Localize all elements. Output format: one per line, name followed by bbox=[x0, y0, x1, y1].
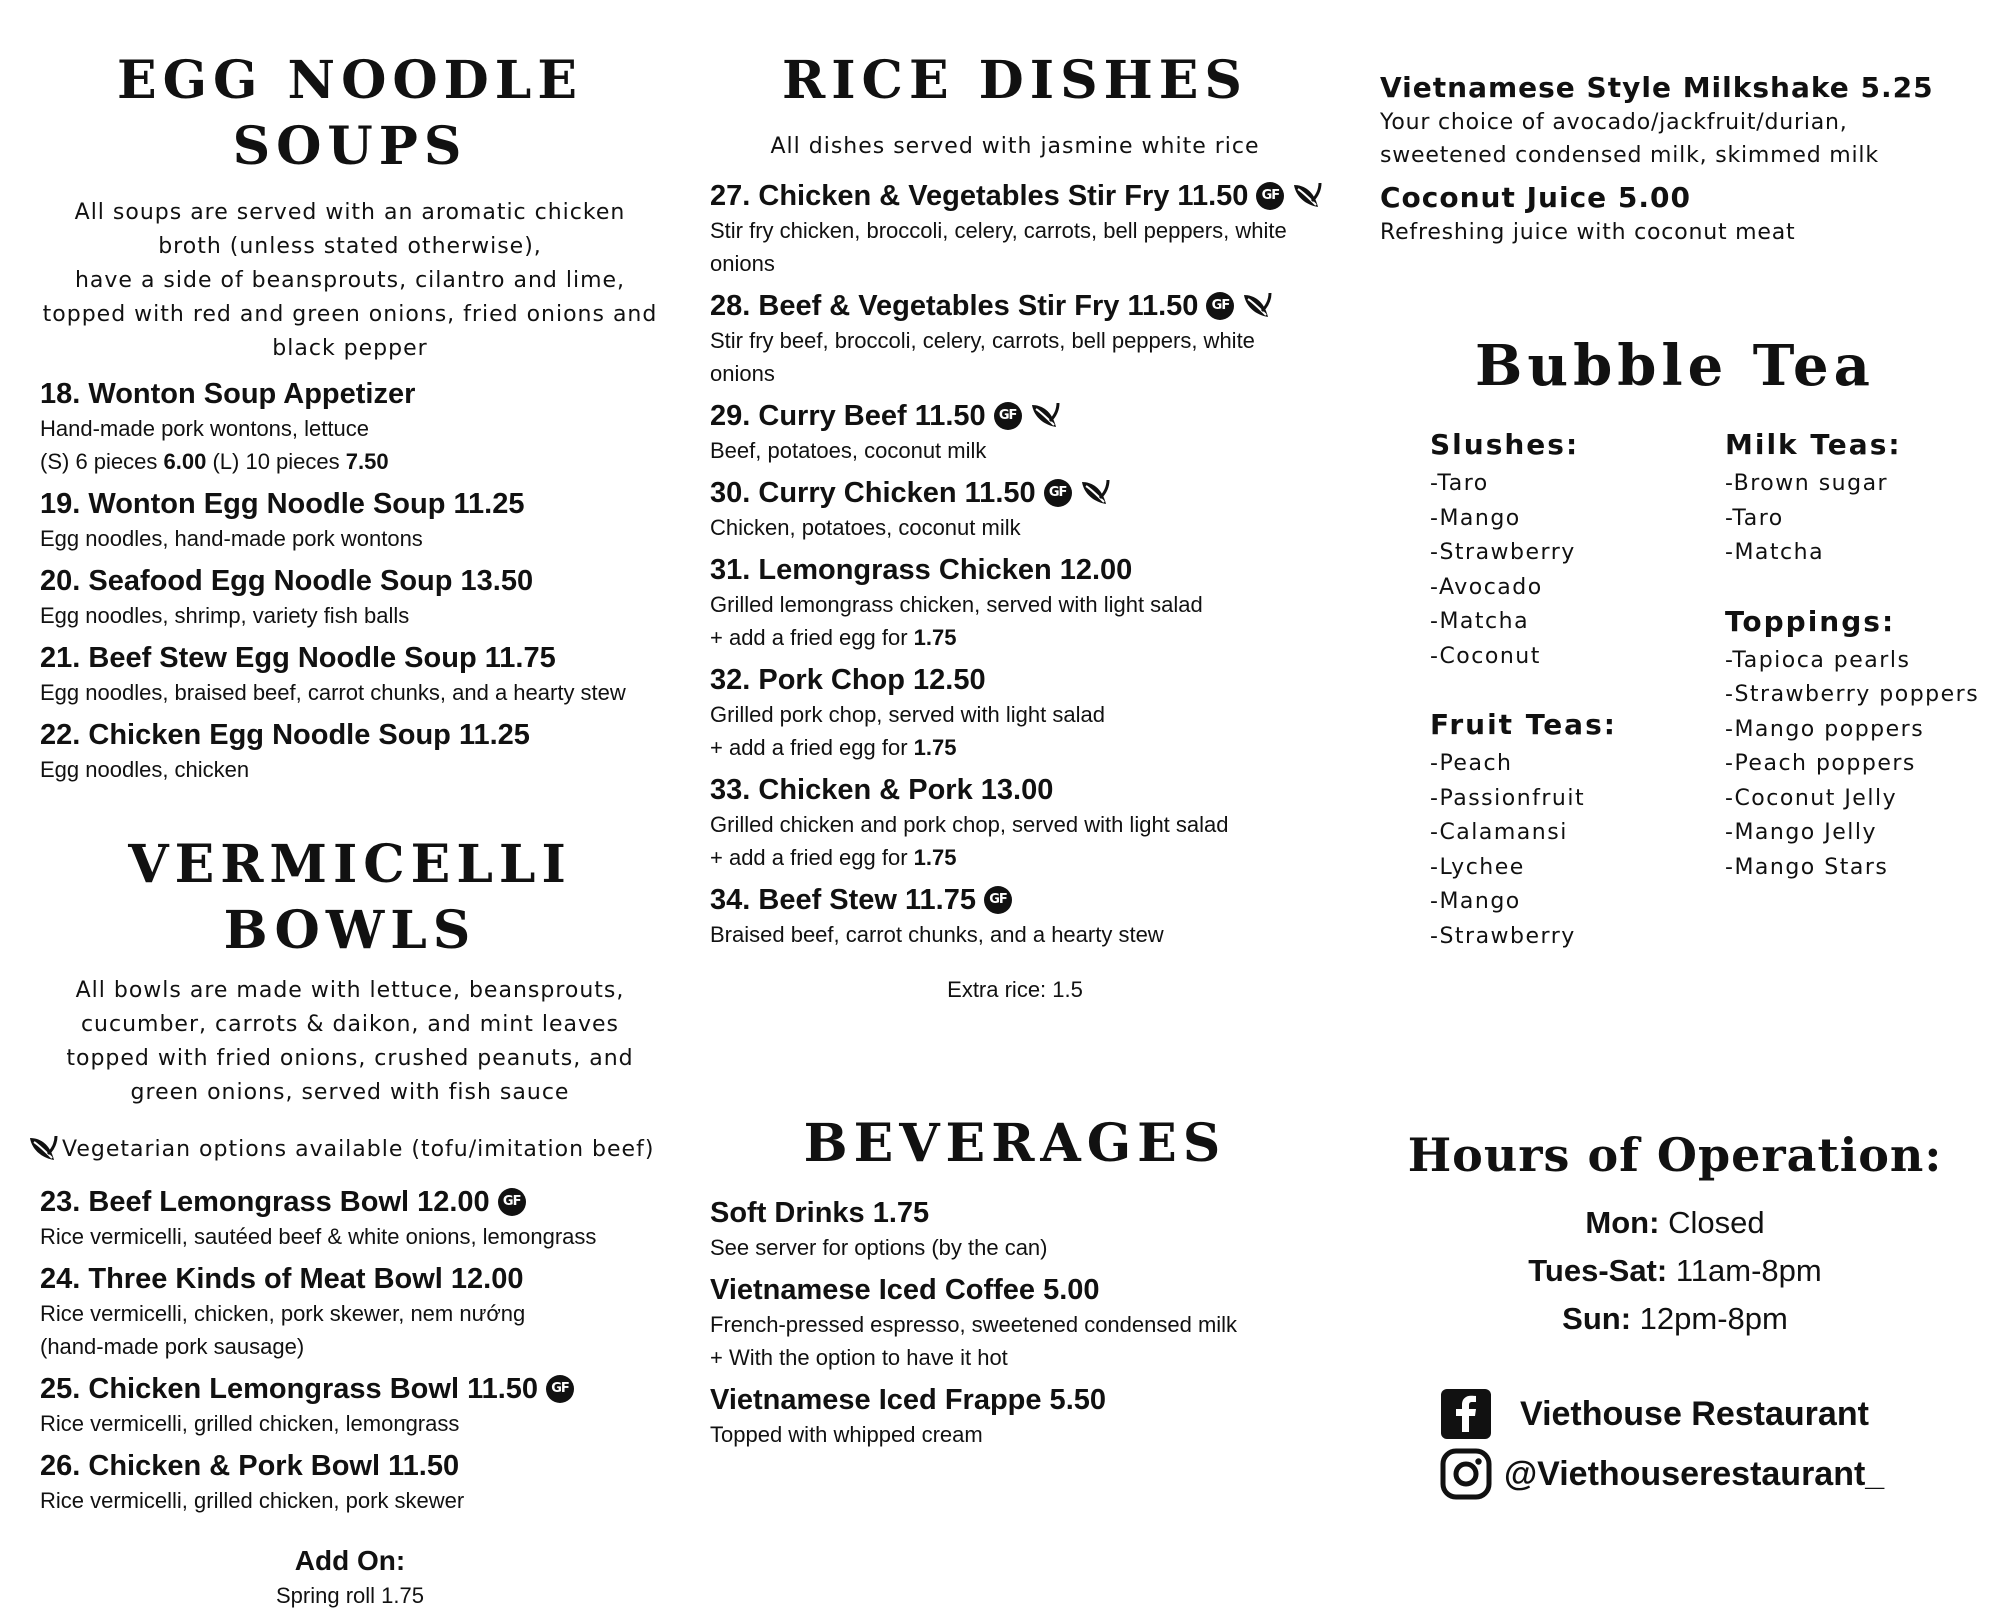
item-desc: Chicken, potatoes, coconut milk bbox=[710, 515, 1021, 540]
menu-item bbox=[710, 1195, 1360, 1264]
desc-line: topped with red and green onions, fried onions and bbox=[42, 302, 658, 327]
menu-item bbox=[710, 1382, 1360, 1451]
desc-line: broth (unless stated otherwise), bbox=[158, 234, 542, 259]
item-desc: Beef, potatoes, coconut milk bbox=[710, 438, 987, 463]
item-title bbox=[40, 1261, 660, 1297]
item-title bbox=[40, 1184, 660, 1220]
item-title-text: 21. Beef Stew Egg Noodle Soup 11.75 bbox=[40, 642, 556, 674]
item-title-text: 32. Pork Chop 12.50 bbox=[710, 664, 986, 696]
hours-time: 12pm-8pm bbox=[1639, 1301, 1788, 1336]
egg-price: 1.75 bbox=[913, 735, 957, 760]
list-item: -Coconut Jelly bbox=[1725, 785, 1898, 811]
add-on bbox=[40, 1543, 660, 1613]
right-column bbox=[1380, 0, 1980, 1493]
item-desc: Rice vermicelli, sautéed beef & white onions, lemongrass bbox=[40, 1224, 597, 1249]
list-item: -Tapioca pearls bbox=[1725, 647, 1911, 673]
item-title-text: Soft Drinks 1.75 bbox=[710, 1197, 930, 1229]
size-l-price: 7.50 bbox=[345, 449, 389, 474]
list-item: -Coconut bbox=[1430, 643, 1541, 669]
vermicelli-title: VERMICELLI BOWLS bbox=[128, 834, 572, 961]
middle-column bbox=[710, 0, 1360, 1459]
list-item: -Mango bbox=[1430, 889, 1521, 914]
item-title: Coconut Juice 5.00 bbox=[1380, 181, 1691, 214]
item-desc: onions bbox=[710, 251, 775, 276]
fruit-teas-label: Fruit Teas: bbox=[1430, 708, 1617, 741]
facebook-link[interactable] bbox=[1440, 1388, 1884, 1440]
size-l-label: (L) 10 pieces bbox=[212, 449, 340, 474]
list-item: -Mango poppers bbox=[1725, 716, 1925, 742]
hours-time: Closed bbox=[1668, 1205, 1765, 1240]
vermicelli-items bbox=[40, 1184, 660, 1517]
gluten-free-icon: GF bbox=[984, 886, 1012, 914]
item-title bbox=[710, 772, 1360, 808]
item-desc: onions bbox=[710, 361, 775, 386]
item-desc: sweetened condensed milk, skimmed milk bbox=[1380, 143, 1879, 168]
menu-item bbox=[710, 1272, 1360, 1374]
hours-day: Mon: bbox=[1585, 1205, 1660, 1240]
leaf-icon bbox=[1292, 181, 1322, 211]
egg-label: + add a fried egg for bbox=[710, 625, 908, 650]
list-item: -Matcha bbox=[1725, 540, 1825, 565]
list-item: -Passionfruit bbox=[1430, 785, 1586, 811]
item-title bbox=[40, 376, 660, 412]
item-title bbox=[40, 717, 660, 753]
gluten-free-icon: GF bbox=[994, 402, 1022, 430]
menu-item bbox=[710, 178, 1360, 280]
desc-line: topped with fried onions, crushed peanuts, and bbox=[66, 1046, 634, 1071]
item-title-text: 30. Curry Chicken 11.50 bbox=[710, 477, 1036, 509]
item-desc: Egg noodles, hand-made pork wontons bbox=[40, 526, 423, 551]
item-desc: See server for options (by the can) bbox=[710, 1235, 1048, 1260]
item-desc: Your choice of avocado/jackfruit/durian, bbox=[1380, 110, 1848, 135]
item-title-text: 23. Beef Lemongrass Bowl 12.00 bbox=[40, 1186, 490, 1218]
beverages-title: BEVERAGES bbox=[803, 1113, 1227, 1174]
hours-title: Hours of Operation: bbox=[1407, 1128, 1943, 1182]
menu-item bbox=[40, 486, 660, 555]
desc-line: have a side of beansprouts, cilantro and lime, bbox=[74, 268, 626, 293]
menu-item bbox=[40, 640, 660, 709]
egg-noodle-desc bbox=[40, 196, 660, 366]
gluten-free-icon: GF bbox=[546, 1375, 574, 1403]
list-item: -Mango bbox=[1430, 505, 1521, 531]
item-title-text: 22. Chicken Egg Noodle Soup 11.25 bbox=[40, 719, 530, 751]
item-desc: Grilled pork chop, served with light salad bbox=[710, 702, 1105, 727]
social-links bbox=[1440, 1388, 1884, 1500]
leaf-icon bbox=[1242, 291, 1272, 321]
menu-item bbox=[40, 376, 660, 478]
menu-item bbox=[40, 1371, 660, 1440]
item-title-text: 33. Chicken & Pork 13.00 bbox=[710, 774, 1054, 806]
rice-desc: All dishes served with jasmine white rice bbox=[770, 134, 1260, 159]
list-item: -Mango Jelly bbox=[1725, 820, 1878, 845]
hours-day: Sun: bbox=[1562, 1301, 1632, 1336]
list-item: -Peach bbox=[1430, 751, 1513, 776]
slushes-label: Slushes: bbox=[1430, 428, 1580, 461]
item-desc: Hand-made pork wontons, lettuce bbox=[40, 416, 369, 441]
item-title bbox=[40, 640, 660, 676]
list-item: -Strawberry bbox=[1430, 923, 1576, 949]
item-desc: Grilled chicken and pork chop, served with light salad bbox=[710, 812, 1229, 837]
menu-item bbox=[710, 662, 1360, 764]
menu-item bbox=[710, 772, 1360, 874]
vermicelli-desc bbox=[40, 974, 660, 1110]
item-title-text: 24. Three Kinds of Meat Bowl 12.00 bbox=[40, 1263, 524, 1295]
egg-price: 1.75 bbox=[913, 625, 957, 650]
list-item: -Taro bbox=[1430, 471, 1489, 496]
egg-price: 1.75 bbox=[913, 845, 957, 870]
desc-line: cucumber, carrots & daikon, and mint leaves bbox=[80, 1012, 620, 1037]
list-item: -Mango Stars bbox=[1725, 854, 1889, 880]
menu-item bbox=[710, 552, 1360, 654]
gluten-free-icon: GF bbox=[1044, 479, 1072, 507]
item-title-text: 27. Chicken & Vegetables Stir Fry 11.50 bbox=[710, 180, 1249, 212]
list-item: -Strawberry bbox=[1430, 540, 1576, 565]
size-s-price: 6.00 bbox=[163, 449, 207, 474]
item-desc: Egg noodles, chicken bbox=[40, 757, 250, 782]
milk-teas-label: Milk Teas: bbox=[1725, 428, 1902, 461]
menu-item bbox=[1380, 70, 1970, 172]
add-on-item: Spring roll 1.75 bbox=[276, 1583, 424, 1608]
item-title bbox=[710, 552, 1360, 588]
item-title-text: 26. Chicken & Pork Bowl 11.50 bbox=[40, 1450, 460, 1482]
hours-row bbox=[1380, 1247, 1970, 1295]
item-desc: Grilled lemongrass chicken, served with light salad bbox=[710, 592, 1203, 617]
item-title bbox=[710, 1272, 1360, 1308]
item-desc: French-pressed espresso, sweetened condensed milk bbox=[710, 1312, 1238, 1337]
leaf-icon bbox=[1080, 478, 1110, 508]
list-item: -Taro bbox=[1725, 505, 1784, 531]
item-title-text: 25. Chicken Lemongrass Bowl 11.50 bbox=[40, 1373, 539, 1405]
item-title bbox=[710, 1195, 1360, 1231]
bubble-tea-title: Bubble Tea bbox=[1475, 333, 1875, 399]
item-title bbox=[710, 288, 1360, 324]
leaf-icon bbox=[28, 1134, 58, 1164]
item-title bbox=[710, 475, 1360, 511]
item-title bbox=[710, 662, 1360, 698]
bubble-tea-right bbox=[1725, 428, 2000, 954]
menu-item bbox=[710, 398, 1360, 467]
menu-item bbox=[710, 882, 1360, 951]
hours-day: Tues-Sat: bbox=[1528, 1253, 1668, 1288]
item-desc: Braised beef, carrot chunks, and a hearty stew bbox=[710, 922, 1164, 947]
desc-line: All soups are served with an aromatic chicken bbox=[74, 200, 626, 225]
more-beverages bbox=[1380, 70, 1970, 249]
list-item: -Strawberry poppers bbox=[1725, 682, 1980, 707]
left-column bbox=[40, 0, 660, 1613]
item-title-text: 20. Seafood Egg Noodle Soup 13.50 bbox=[40, 565, 534, 597]
item-desc: Egg noodles, shrimp, variety fish balls bbox=[40, 603, 410, 628]
instagram-icon bbox=[1440, 1448, 1492, 1500]
instagram-handle: @Viethouserestaurant_ bbox=[1504, 1454, 1885, 1493]
menu-item bbox=[40, 1448, 660, 1517]
gluten-free-icon: GF bbox=[1256, 182, 1284, 210]
bubble-tea-left bbox=[1430, 428, 1725, 954]
fried-egg-addon bbox=[710, 731, 1360, 764]
hours-section bbox=[1380, 1125, 1970, 1343]
size-s-label: (S) 6 pieces bbox=[40, 449, 158, 474]
egg-label: + add a fried egg for bbox=[710, 845, 908, 870]
item-title bbox=[40, 486, 660, 522]
desc-line: black pepper bbox=[272, 336, 428, 361]
item-desc: Stir fry chicken, broccoli, celery, carrots, bell peppers, white bbox=[710, 218, 1287, 243]
menu-item bbox=[40, 1261, 660, 1363]
add-on-label: Add On: bbox=[294, 1545, 406, 1576]
item-title bbox=[40, 1448, 660, 1484]
item-desc: Topped with whipped cream bbox=[710, 1422, 983, 1447]
hours-list bbox=[1380, 1199, 1970, 1343]
menu-item bbox=[1380, 180, 1970, 249]
menu-item bbox=[710, 288, 1360, 390]
item-size-prices bbox=[40, 445, 660, 478]
item-title bbox=[710, 398, 1360, 434]
item-title-text: Vietnamese Iced Coffee 5.00 bbox=[710, 1274, 1100, 1306]
egg-label: + add a fried egg for bbox=[710, 735, 908, 760]
list-item: -Peach poppers bbox=[1725, 751, 1916, 776]
hours-row bbox=[1380, 1295, 1970, 1343]
item-title bbox=[710, 178, 1360, 214]
list-item: -Matcha bbox=[1430, 609, 1530, 634]
hours-time: 11am-8pm bbox=[1675, 1253, 1822, 1288]
desc-line: All bowls are made with lettuce, beansprouts, bbox=[75, 978, 625, 1003]
extra-rice: Extra rice: 1.5 bbox=[947, 977, 1083, 1002]
menu-item bbox=[40, 1184, 660, 1253]
list-item: -Calamansi bbox=[1430, 820, 1568, 845]
desc-line: green onions, served with fish sauce bbox=[130, 1080, 570, 1105]
list-item: -Brown sugar bbox=[1725, 471, 1889, 496]
item-desc: + With the option to have it hot bbox=[710, 1345, 1008, 1370]
fried-egg-addon bbox=[710, 621, 1360, 654]
item-title bbox=[40, 1371, 660, 1407]
gluten-free-icon: GF bbox=[1206, 292, 1234, 320]
leaf-icon bbox=[1030, 401, 1060, 431]
bubble-tea-grid bbox=[1430, 428, 2000, 954]
list-item: -Lychee bbox=[1430, 854, 1525, 880]
item-title-text: 19. Wonton Egg Noodle Soup 11.25 bbox=[40, 488, 525, 520]
beverage-items bbox=[710, 1195, 1360, 1451]
hours-row bbox=[1380, 1199, 1970, 1247]
egg-noodle-title: EGG NOODLE SOUPS bbox=[117, 50, 583, 177]
item-desc: (hand-made pork sausage) bbox=[40, 1334, 305, 1359]
item-desc: Refreshing juice with coconut meat bbox=[1380, 220, 1796, 245]
vegetarian-note-text: Vegetarian options available (tofu/imitation beef) bbox=[62, 1136, 655, 1162]
item-desc: Rice vermicelli, grilled chicken, pork skewer bbox=[40, 1488, 465, 1513]
fried-egg-addon bbox=[710, 841, 1360, 874]
egg-noodle-items bbox=[40, 376, 660, 786]
list-item: -Avocado bbox=[1430, 574, 1543, 600]
rice-title: RICE DISHES bbox=[782, 50, 1248, 111]
item-title-text: 34. Beef Stew 11.75 bbox=[710, 884, 976, 916]
item-title-text: 29. Curry Beef 11.50 bbox=[710, 400, 986, 432]
menu-item bbox=[710, 475, 1360, 544]
menu-item bbox=[40, 563, 660, 632]
gluten-free-icon: GF bbox=[498, 1188, 526, 1216]
rice-items bbox=[710, 178, 1360, 951]
item-title-text: 28. Beef & Vegetables Stir Fry 11.50 bbox=[710, 290, 1199, 322]
item-title-text: 18. Wonton Soup Appetizer bbox=[40, 378, 416, 410]
facebook-name: Viethouse Restaurant bbox=[1520, 1394, 1869, 1433]
facebook-icon bbox=[1440, 1388, 1492, 1440]
item-desc: Rice vermicelli, grilled chicken, lemongrass bbox=[40, 1411, 460, 1436]
item-title-text: Vietnamese Iced Frappe 5.50 bbox=[710, 1384, 1107, 1416]
item-title: Vietnamese Style Milkshake 5.25 bbox=[1380, 71, 1934, 104]
item-title bbox=[710, 1382, 1360, 1418]
item-title bbox=[710, 882, 1360, 918]
item-title bbox=[40, 563, 660, 599]
instagram-link[interactable] bbox=[1440, 1448, 1884, 1500]
vegetarian-note bbox=[28, 1134, 660, 1164]
toppings-label: Toppings: bbox=[1725, 604, 1896, 638]
item-desc: Egg noodles, braised beef, carrot chunks, and a hearty stew bbox=[40, 680, 626, 705]
item-desc: Rice vermicelli, chicken, pork skewer, nem nướng bbox=[40, 1301, 526, 1326]
item-desc: Stir fry beef, broccoli, celery, carrots, bell peppers, white bbox=[710, 328, 1255, 353]
item-title-text: 31. Lemongrass Chicken 12.00 bbox=[710, 554, 1133, 586]
menu-item bbox=[40, 717, 660, 786]
